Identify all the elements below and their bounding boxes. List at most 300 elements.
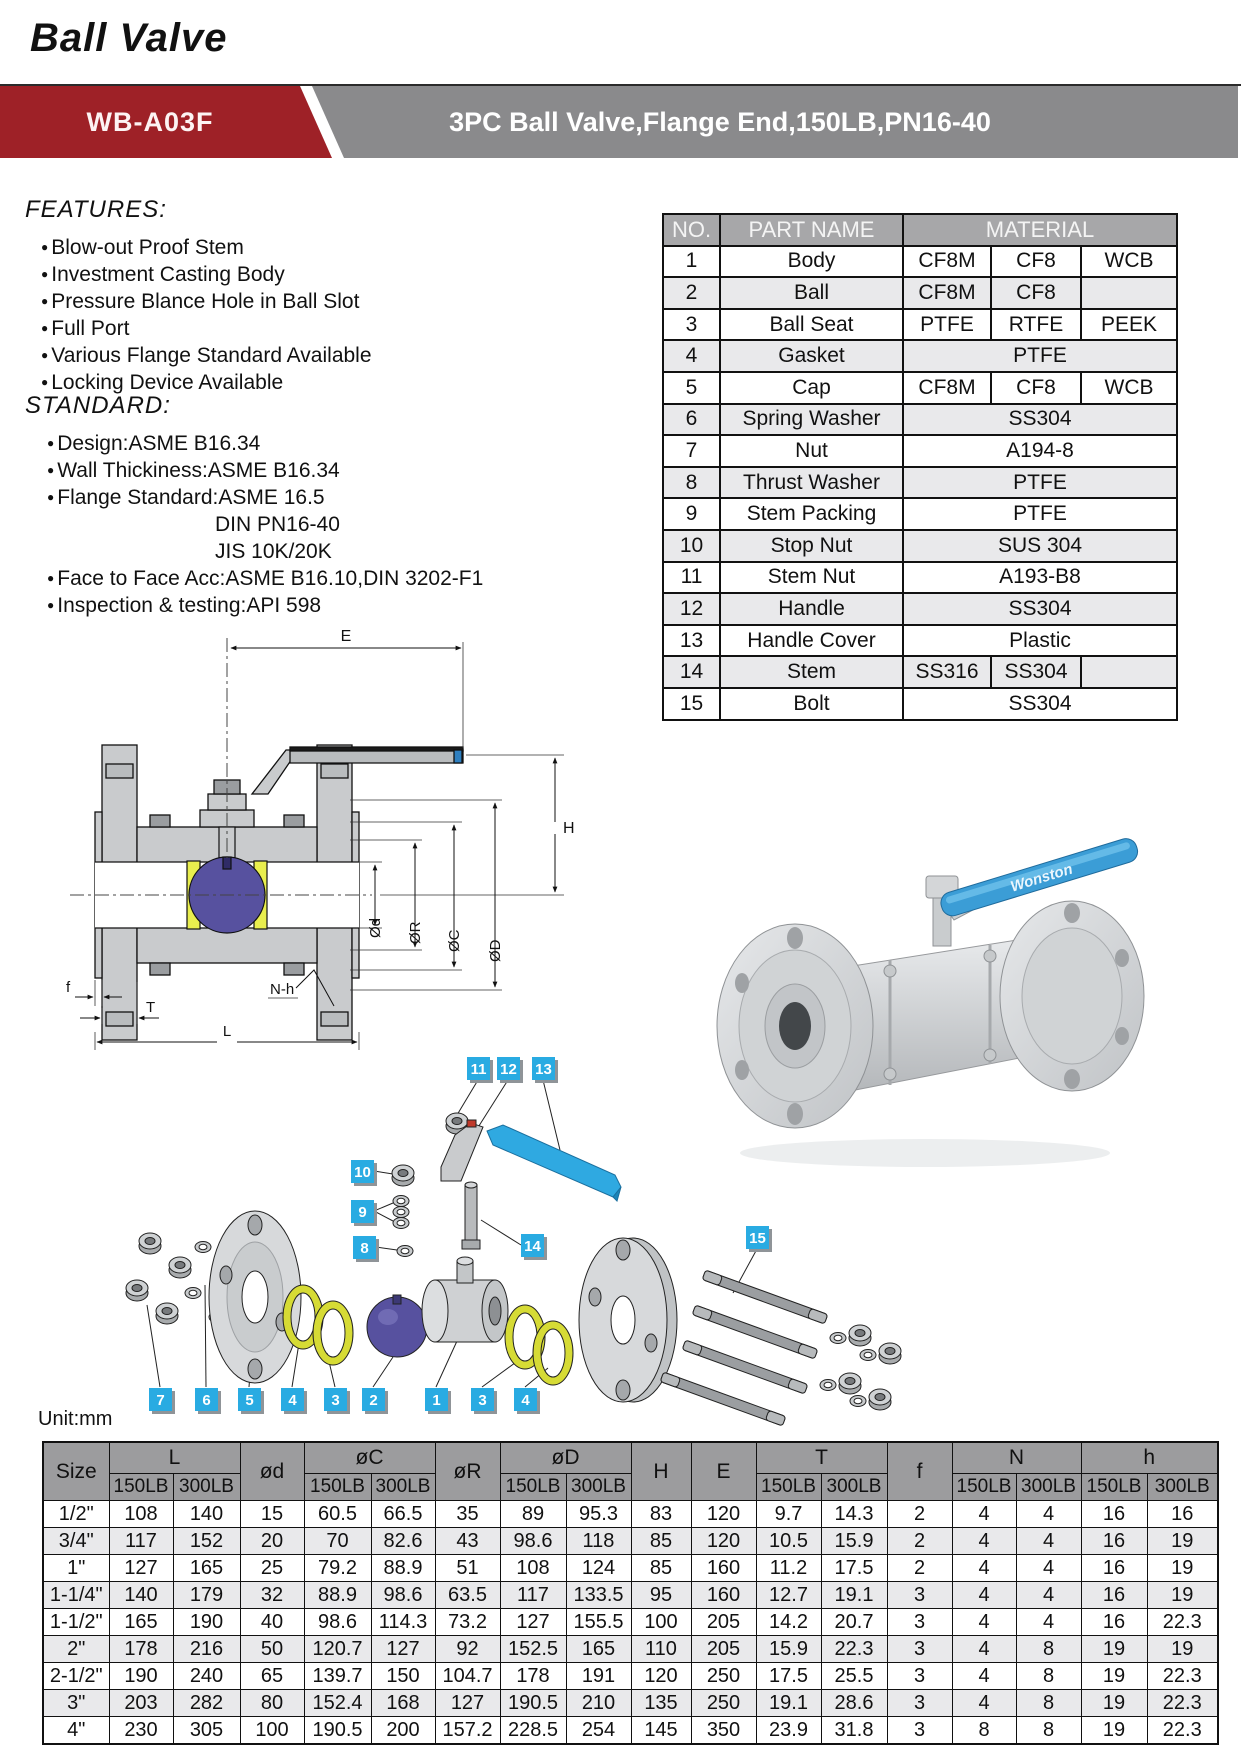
dim-header: ød (240, 1442, 304, 1501)
unit-label: Unit:mm (38, 1408, 113, 1430)
dim-cell: 1-1/4" (43, 1582, 109, 1609)
dim-cell: 43 (435, 1528, 500, 1555)
dim-cell: 117 (109, 1528, 173, 1555)
parts-cell: 6 (663, 404, 720, 436)
dim-header: T (756, 1442, 887, 1474)
dim-subheader: 150LB (1081, 1474, 1147, 1501)
dim-cell: 63.5 (435, 1582, 500, 1609)
dim-cell: 168 (371, 1690, 435, 1717)
dim-cell: 3 (887, 1690, 952, 1717)
dim-subheader: 300LB (566, 1474, 631, 1501)
dim-label-f: f (66, 979, 71, 996)
bullet-icon: ● (47, 463, 55, 477)
parts-cell: CF8 (991, 372, 1081, 404)
dim-header: f (887, 1442, 952, 1501)
bullet-icon: ● (41, 267, 49, 281)
parts-cell: PTFE (903, 309, 991, 341)
dim-cell: 19 (1081, 1636, 1147, 1663)
dim-cell: 4 (1016, 1528, 1081, 1555)
parts-cell: CF8 (991, 246, 1081, 278)
dim-cell: 205 (691, 1636, 756, 1663)
dim-cell: 22.3 (1147, 1690, 1218, 1717)
dim-cell: 190 (109, 1663, 173, 1690)
dim-subheader: 300LB (1016, 1474, 1081, 1501)
dim-cell: 191 (566, 1663, 631, 1690)
parts-cell: Stem Nut (720, 562, 903, 594)
dim-cell: 4 (952, 1501, 1016, 1528)
bullet-icon: ● (41, 321, 49, 335)
dim-cell: 139.7 (304, 1663, 371, 1690)
dim-cell: 98.6 (304, 1609, 371, 1636)
body-part (422, 1257, 508, 1342)
dim-cell: 88.9 (304, 1582, 371, 1609)
dim-cell: 1/2" (43, 1501, 109, 1528)
dim-header: øD (500, 1442, 631, 1474)
callout-9: 9 (358, 1204, 367, 1221)
callout-5: 5 (245, 1392, 254, 1409)
parts-col-name: PART NAME (720, 214, 903, 246)
dim-cell: 16 (1081, 1555, 1147, 1582)
dim-cell: 4 (952, 1582, 1016, 1609)
features-list (25, 234, 645, 396)
dim-subheader: 150LB (304, 1474, 371, 1501)
dim-cell: 4 (1016, 1609, 1081, 1636)
dim-cell: 104.7 (435, 1663, 500, 1690)
dim-cell: 4 (952, 1609, 1016, 1636)
dim-cell: 16 (1081, 1582, 1147, 1609)
dim-cell: 4 (952, 1663, 1016, 1690)
dim-cell: 70 (304, 1528, 371, 1555)
dim-cell: 140 (173, 1501, 240, 1528)
parts-cell: 1 (663, 246, 720, 278)
exploded-view (105, 1035, 1015, 1435)
dim-cell: 66.5 (371, 1501, 435, 1528)
dim-cell: 3" (43, 1690, 109, 1717)
callout-13: 13 (535, 1061, 552, 1078)
dim-cell: 179 (173, 1582, 240, 1609)
dim-cell: 178 (109, 1636, 173, 1663)
dim-cell: 114.3 (371, 1609, 435, 1636)
feature-item: ● Full Port (41, 317, 130, 340)
parts-cell: Ball (720, 277, 903, 309)
dim-cell: 19.1 (821, 1582, 887, 1609)
dim-cell: 282 (173, 1690, 240, 1717)
dim-cell: 9.7 (756, 1501, 821, 1528)
dim-cell: 22.3 (1147, 1717, 1218, 1745)
parts-cell: PEEK (1081, 309, 1177, 341)
dim-header: h (1081, 1442, 1218, 1474)
dim-row (43, 1528, 1218, 1555)
technical-drawing (50, 622, 580, 1067)
parts-cell: Bolt (720, 688, 903, 720)
dim-cell: 14.3 (821, 1501, 887, 1528)
parts-cell: Cap (720, 372, 903, 404)
dim-row (43, 1555, 1218, 1582)
handle-bracket-part (441, 1123, 483, 1181)
dim-cell: 4 (1016, 1501, 1081, 1528)
dim-cell: 31.8 (821, 1717, 887, 1745)
parts-cell: 12 (663, 593, 720, 625)
dim-cell: 108 (500, 1555, 566, 1582)
dim-cell: 82.6 (371, 1528, 435, 1555)
dim-cell: 4 (952, 1690, 1016, 1717)
parts-row (663, 277, 1177, 309)
dim-cell: 15.9 (756, 1636, 821, 1663)
parts-row (663, 593, 1177, 625)
parts-cell: CF8M (903, 277, 991, 309)
dim-cell: 3 (887, 1609, 952, 1636)
dim-cell: 3 (887, 1717, 952, 1745)
dim-cell: 2" (43, 1636, 109, 1663)
standard-item: ● Inspection & testing:API 598 (47, 594, 322, 617)
dim-cell: 22.3 (1147, 1609, 1218, 1636)
parts-cell: CF8M (903, 246, 991, 278)
stem-part (462, 1182, 480, 1249)
dim-cell: 250 (691, 1663, 756, 1690)
dim-cell: 117 (500, 1582, 566, 1609)
callout-4b: 4 (521, 1392, 530, 1409)
feature-item: ● Various Flange Standard Available (41, 344, 372, 367)
parts-cell: PTFE (903, 340, 1177, 372)
dim-cell: 2 (887, 1555, 952, 1582)
parts-row (663, 340, 1177, 372)
callout-2: 2 (369, 1392, 378, 1409)
dim-cell: 190.5 (500, 1690, 566, 1717)
dim-cell: 133.5 (566, 1582, 631, 1609)
parts-cell: 3 (663, 309, 720, 341)
bullet-icon: ● (47, 598, 55, 612)
parts-cell: 4 (663, 340, 720, 372)
parts-cell: Thrust Washer (720, 467, 903, 499)
dim-cell: 20 (240, 1528, 304, 1555)
parts-cell: Body (720, 246, 903, 278)
parts-cell: SS304 (903, 593, 1177, 625)
callout-11: 11 (470, 1061, 487, 1078)
dim-row (43, 1636, 1218, 1663)
dim-cell: 230 (109, 1717, 173, 1745)
parts-row (663, 562, 1177, 594)
page-title: Ball Valve (30, 16, 228, 60)
dim-header: Size (43, 1442, 109, 1501)
dim-cell: 127 (500, 1609, 566, 1636)
dim-cell: 3 (887, 1636, 952, 1663)
dim-header: E (691, 1442, 756, 1501)
parts-row (663, 688, 1177, 720)
dim-cell: 22.3 (821, 1636, 887, 1663)
dim-cell: 3 (887, 1582, 952, 1609)
dim-cell: 80 (240, 1690, 304, 1717)
standard-item: DIN PN16-40 (215, 513, 340, 536)
bullet-icon: ● (47, 571, 55, 585)
dim-cell: 3 (887, 1663, 952, 1690)
dim-cell: 2 (887, 1501, 952, 1528)
stop-nut-part (392, 1165, 414, 1186)
parts-cell: 8 (663, 467, 720, 499)
dim-cell: 23.9 (756, 1717, 821, 1745)
dim-cell: 120 (631, 1663, 691, 1690)
dim-cell: 95.3 (566, 1501, 631, 1528)
dim-cell: 3/4" (43, 1528, 109, 1555)
dim-cell: 120 (691, 1501, 756, 1528)
dim-cell: 35 (435, 1501, 500, 1528)
callout-3b: 3 (478, 1392, 487, 1409)
parts-cell: Stop Nut (720, 530, 903, 562)
parts-row (663, 435, 1177, 467)
dim-label-oD: ØD (487, 939, 504, 962)
standard-section (25, 392, 645, 619)
parts-row (663, 498, 1177, 530)
dim-cell: 73.2 (435, 1609, 500, 1636)
dim-subheader: 300LB (173, 1474, 240, 1501)
dim-subheader: 150LB (109, 1474, 173, 1501)
parts-cell: Handle Cover (720, 625, 903, 657)
dim-subheader: 150LB (756, 1474, 821, 1501)
dim-label-H: H (563, 820, 575, 837)
bullet-icon: ● (47, 490, 55, 504)
parts-table-body (663, 246, 1177, 720)
parts-cell: SS304 (903, 404, 1177, 436)
standard-heading: STANDARD: (25, 392, 171, 419)
dim-cell: 152.5 (500, 1636, 566, 1663)
dim-row (43, 1582, 1218, 1609)
dim-cell: 19 (1147, 1582, 1218, 1609)
parts-cell: PTFE (903, 467, 1177, 499)
standard-item: ● Face to Face Acc:ASME B16.10,DIN 3202-F1 (47, 567, 484, 590)
bullet-icon: ● (41, 294, 49, 308)
parts-row (663, 246, 1177, 278)
parts-cell (1081, 656, 1177, 688)
dim-row (43, 1690, 1218, 1717)
dim-subheader: 150LB (952, 1474, 1016, 1501)
parts-cell: CF8 (991, 277, 1081, 309)
dim-cell: 124 (566, 1555, 631, 1582)
parts-cell: SUS 304 (903, 530, 1177, 562)
callout-12: 12 (500, 1061, 517, 1078)
dim-label-oC: ØC (446, 929, 463, 952)
dim-cell: 157.2 (435, 1717, 500, 1745)
handle-cover-part (487, 1125, 621, 1197)
parts-header-row (663, 214, 1177, 246)
callout-1: 1 (432, 1392, 441, 1409)
dim-cell: 15.9 (821, 1528, 887, 1555)
dim-cell: 32 (240, 1582, 304, 1609)
dim-cell: 135 (631, 1690, 691, 1717)
parts-col-material: MATERIAL (903, 214, 1177, 246)
parts-cell: 9 (663, 498, 720, 530)
parts-row (663, 404, 1177, 436)
dim-cell: 305 (173, 1717, 240, 1745)
callout-8: 8 (360, 1240, 369, 1257)
parts-cell: 7 (663, 435, 720, 467)
dim-cell: 178 (500, 1663, 566, 1690)
callout-14: 14 (524, 1238, 541, 1255)
dim-cell: 190.5 (304, 1717, 371, 1745)
parts-cell: WCB (1081, 246, 1177, 278)
dim-header-row (43, 1442, 1218, 1474)
parts-cell: A194-8 (903, 435, 1177, 467)
dim-cell: 160 (691, 1555, 756, 1582)
dim-cell: 89 (500, 1501, 566, 1528)
dim-row (43, 1609, 1218, 1636)
dim-cell: 2 (887, 1528, 952, 1555)
dim-cell: 20.7 (821, 1609, 887, 1636)
dim-cell: 152 (173, 1528, 240, 1555)
callout-15: 15 (749, 1230, 766, 1247)
dim-cell: 28.6 (821, 1690, 887, 1717)
product-description: 3PC Ball Valve,Flange End,150LB,PN16-40 (449, 107, 991, 137)
parts-cell: SS304 (903, 688, 1177, 720)
parts-table (662, 213, 1178, 721)
dim-cell: 79.2 (304, 1555, 371, 1582)
dim-cell: 10.5 (756, 1528, 821, 1555)
dim-cell: 19 (1081, 1717, 1147, 1745)
dim-label-T: T (146, 999, 156, 1016)
parts-cell: SS304 (991, 656, 1081, 688)
parts-cell: 5 (663, 372, 720, 404)
dim-cell: 190 (173, 1609, 240, 1636)
dim-cell: 92 (435, 1636, 500, 1663)
dim-cell: 17.5 (756, 1663, 821, 1690)
dim-header: N (952, 1442, 1081, 1474)
handle (938, 836, 1140, 919)
parts-row (663, 467, 1177, 499)
standard-item: ● Flange Standard:ASME 16.5 (47, 486, 325, 509)
dim-cell: 127 (435, 1690, 500, 1717)
dim-cell: 14.2 (756, 1609, 821, 1636)
dim-cell: 17.5 (821, 1555, 887, 1582)
callout-7: 7 (156, 1392, 165, 1409)
dim-cell: 19 (1081, 1663, 1147, 1690)
dim-cell: 240 (173, 1663, 240, 1690)
dim-cell: 4" (43, 1717, 109, 1745)
dim-cell: 19 (1081, 1690, 1147, 1717)
dim-cell: 210 (566, 1690, 631, 1717)
dim-cell: 25.5 (821, 1663, 887, 1690)
bullet-icon: ● (41, 375, 49, 389)
dim-cell: 60.5 (304, 1501, 371, 1528)
dim-cell: 19 (1147, 1555, 1218, 1582)
dim-cell: 8 (952, 1717, 1016, 1745)
dim-cell: 15 (240, 1501, 304, 1528)
dim-cell: 165 (173, 1555, 240, 1582)
dim-cell: 19.1 (756, 1690, 821, 1717)
dim-cell: 16 (1081, 1609, 1147, 1636)
handle-brand-text: Wonston (1008, 860, 1075, 896)
model-code: WB-A03F (86, 107, 214, 137)
dim-cell: 8 (1016, 1663, 1081, 1690)
dim-cell: 200 (371, 1717, 435, 1745)
dim-cell: 254 (566, 1717, 631, 1745)
parts-row (663, 656, 1177, 688)
dim-label-E: E (340, 628, 352, 645)
dim-cell: 8 (1016, 1636, 1081, 1663)
dim-cell: 155.5 (566, 1609, 631, 1636)
dim-subheader: 300LB (821, 1474, 887, 1501)
parts-cell: Nut (720, 435, 903, 467)
exploded-parts (126, 1113, 901, 1426)
dim-label-oR: ØR (407, 921, 424, 944)
dim-cell: 110 (631, 1636, 691, 1663)
parts-row (663, 372, 1177, 404)
dim-cell: 1-1/2" (43, 1609, 109, 1636)
callout-3: 3 (331, 1392, 340, 1409)
dim-row (43, 1717, 1218, 1745)
dim-header: øR (435, 1442, 500, 1501)
parts-cell: SS316 (903, 656, 991, 688)
dim-cell: 350 (691, 1717, 756, 1745)
dim-cell: 152.4 (304, 1690, 371, 1717)
dim-cell: 16 (1147, 1501, 1218, 1528)
dim-cell: 120 (691, 1528, 756, 1555)
dim-cell: 140 (109, 1582, 173, 1609)
dim-cell: 127 (109, 1555, 173, 1582)
parts-cell: RTFE (991, 309, 1081, 341)
parts-cell: Stem (720, 656, 903, 688)
parts-cell: 14 (663, 656, 720, 688)
feature-item: ● Investment Casting Body (41, 263, 285, 286)
parts-cell: 13 (663, 625, 720, 657)
dim-cell: 108 (109, 1501, 173, 1528)
dim-subheader: 300LB (371, 1474, 435, 1501)
right-flange (1000, 901, 1144, 1091)
parts-cell (1081, 277, 1177, 309)
feature-item: ● Blow-out Proof Stem (41, 236, 244, 259)
dim-cell: 19 (1147, 1528, 1218, 1555)
dim-row (43, 1501, 1218, 1528)
callout-6: 6 (202, 1392, 211, 1409)
standard-item: JIS 10K/20K (215, 540, 332, 563)
features-heading: FEATURES: (25, 196, 167, 223)
feature-item: ● Pressure Blance Hole in Ball Slot (41, 290, 360, 313)
dim-header: øC (304, 1442, 435, 1474)
dim-cell: 8 (1016, 1717, 1081, 1745)
dim-cell: 216 (173, 1636, 240, 1663)
dim-header: L (109, 1442, 240, 1474)
callout-10: 10 (354, 1164, 371, 1181)
dim-cell: 100 (631, 1609, 691, 1636)
dim-label-Nh: N-h (270, 981, 295, 998)
dim-cell: 4 (952, 1555, 1016, 1582)
parts-cell: PTFE (903, 498, 1177, 530)
features-section (25, 196, 645, 396)
dim-cell: 150 (371, 1663, 435, 1690)
ball-part (367, 1295, 427, 1357)
dim-cell: 4 (1016, 1582, 1081, 1609)
parts-cell: WCB (1081, 372, 1177, 404)
feature-item: ● Locking Device Available (41, 371, 284, 394)
dim-subheader: 150LB (500, 1474, 566, 1501)
callout-4: 4 (288, 1392, 297, 1409)
parts-cell: Plastic (903, 625, 1177, 657)
dim-cell: 25 (240, 1555, 304, 1582)
dim-cell: 127 (371, 1636, 435, 1663)
dim-cell: 1" (43, 1555, 109, 1582)
dimension-table (42, 1441, 1219, 1745)
dim-cell: 203 (109, 1690, 173, 1717)
dim-cell: 165 (566, 1636, 631, 1663)
dim-subheader-row (43, 1474, 1218, 1501)
parts-row (663, 309, 1177, 341)
parts-row (663, 530, 1177, 562)
parts-cell: CF8M (903, 372, 991, 404)
dim-cell: 51 (435, 1555, 500, 1582)
dim-cell: 16 (1081, 1501, 1147, 1528)
dim-cell: 228.5 (500, 1717, 566, 1745)
parts-cell: 10 (663, 530, 720, 562)
dim-cell: 145 (631, 1717, 691, 1745)
dim-label-od: Ød (367, 917, 384, 938)
dim-cell: 4 (952, 1636, 1016, 1663)
